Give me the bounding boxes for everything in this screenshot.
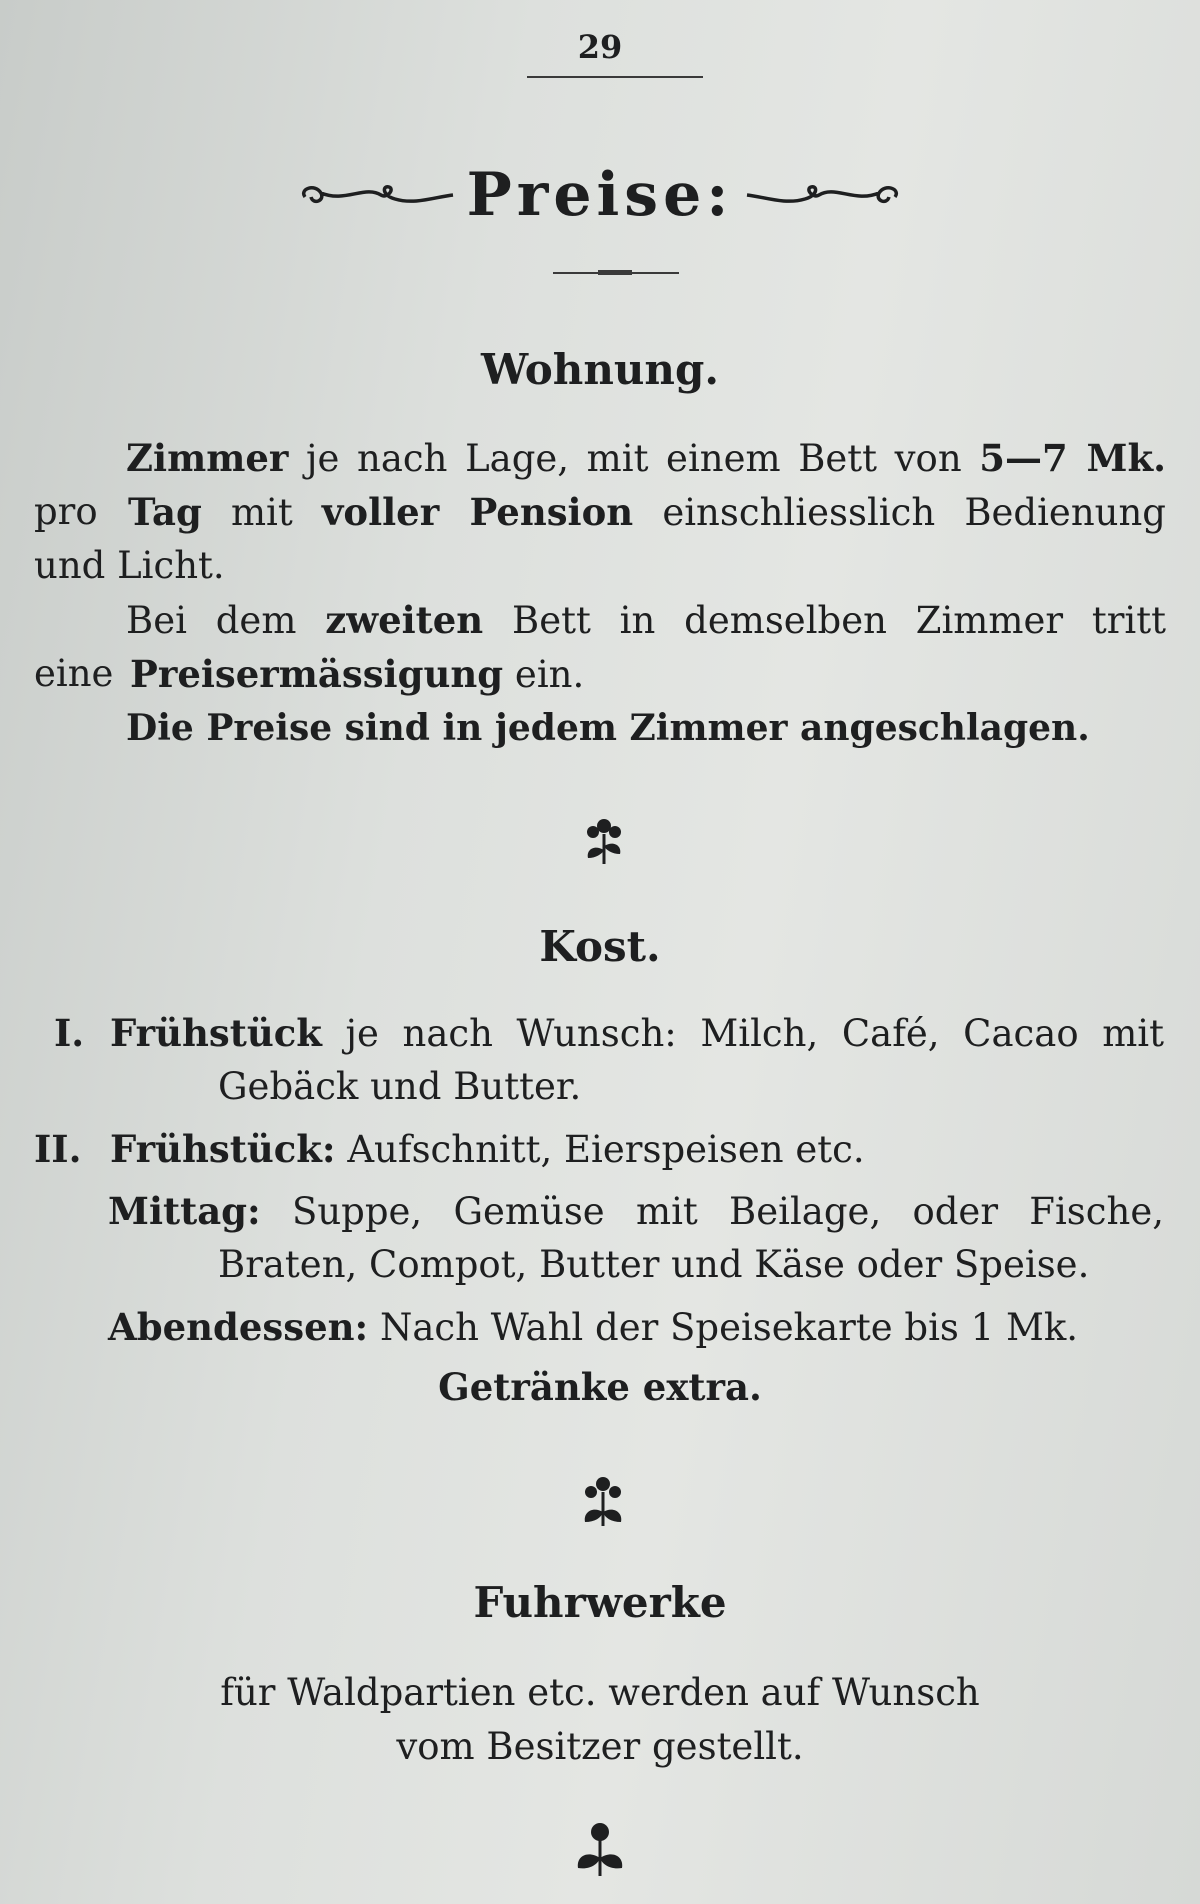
bold-run: Abendessen: [108, 1305, 369, 1349]
bold-run: Preisermässigung [130, 652, 504, 696]
bold-run: voller Pension [321, 490, 634, 534]
text-run: ein. [503, 653, 585, 696]
text-run: Bei dem [126, 599, 326, 642]
item-number: I. [54, 1011, 85, 1055]
swirl-right-icon [745, 175, 905, 215]
flower-ornament-icon [574, 810, 634, 870]
text-run: Nach Wahl der Speisekarte bis 1 Mk. [368, 1306, 1079, 1349]
fuhrwerke-line-1: für Waldpartien etc. werden auf Wunsch [220, 1671, 980, 1714]
wohnung-line-2 [128, 485, 1166, 540]
title-row [0, 160, 1200, 230]
wohnung-line-1 [126, 431, 1166, 486]
kost-ii-num [34, 1122, 82, 1177]
wohnung-line-6: Die Preise sind in jedem Zimmer angeschlagen. [126, 707, 1090, 749]
item-number: II. [34, 1127, 82, 1171]
wohnung-line-3: und Licht. [34, 544, 225, 587]
text-run: Suppe, Gemüse mit Beilage, oder Fische, [260, 1190, 1164, 1233]
bold-run: Frühstück [110, 1011, 322, 1055]
kost-ii-line [110, 1122, 865, 1177]
kost-i-cont: Gebäck und Butter. [218, 1065, 582, 1108]
bold-run: Tag [128, 490, 202, 534]
kost-mittag-line [108, 1184, 1164, 1239]
page-number: 29 [577, 28, 623, 66]
bold-run: Mittag: [108, 1189, 261, 1233]
text-run: je nach Wunsch: Milch, Café, Cacao mit [321, 1012, 1164, 1055]
wohnung-line-5 [130, 647, 584, 702]
flower-ornament-icon [568, 1818, 632, 1882]
page-number-rule [527, 76, 703, 78]
kost-heading: Kost. [539, 922, 661, 971]
wohnung-line-5-prefix: eine [34, 652, 114, 695]
text-run: einschliesslich Bedienung [633, 491, 1166, 534]
kost-mittag-cont: Braten, Compot, Butter und Käse oder Speise. [218, 1243, 1090, 1286]
kost-getraenke: Getränke extra. [438, 1365, 762, 1409]
title-rule-dash [598, 270, 632, 275]
text-run: Aufschnitt, Eierspeisen etc. [335, 1128, 865, 1171]
bold-run: Zimmer [126, 436, 289, 480]
text-run: mit [201, 491, 322, 534]
fuhrwerke-heading: Fuhrwerke [473, 1578, 727, 1627]
bold-run: zweiten [325, 598, 484, 642]
text-run: Bett in demselben Zimmer tritt [483, 599, 1166, 642]
flower-ornament-icon [573, 1470, 633, 1530]
wohnung-line-4 [126, 593, 1166, 648]
kost-abend-line [108, 1300, 1078, 1355]
bold-run: 5—7 Mk. [979, 436, 1166, 480]
page-title: Preise: [466, 160, 734, 230]
text-run: je nach Lage, mit einem Bett von [288, 437, 980, 480]
kost-i-line [110, 1006, 1164, 1061]
wohnung-line-2-prefix: pro [34, 490, 98, 533]
wohnung-heading: Wohnung. [481, 345, 719, 394]
swirl-left-icon [295, 175, 455, 215]
kost-i-num [54, 1006, 84, 1061]
fuhrwerke-line-2: vom Besitzer gestellt. [396, 1725, 804, 1768]
bold-run: Frühstück: [110, 1127, 336, 1171]
